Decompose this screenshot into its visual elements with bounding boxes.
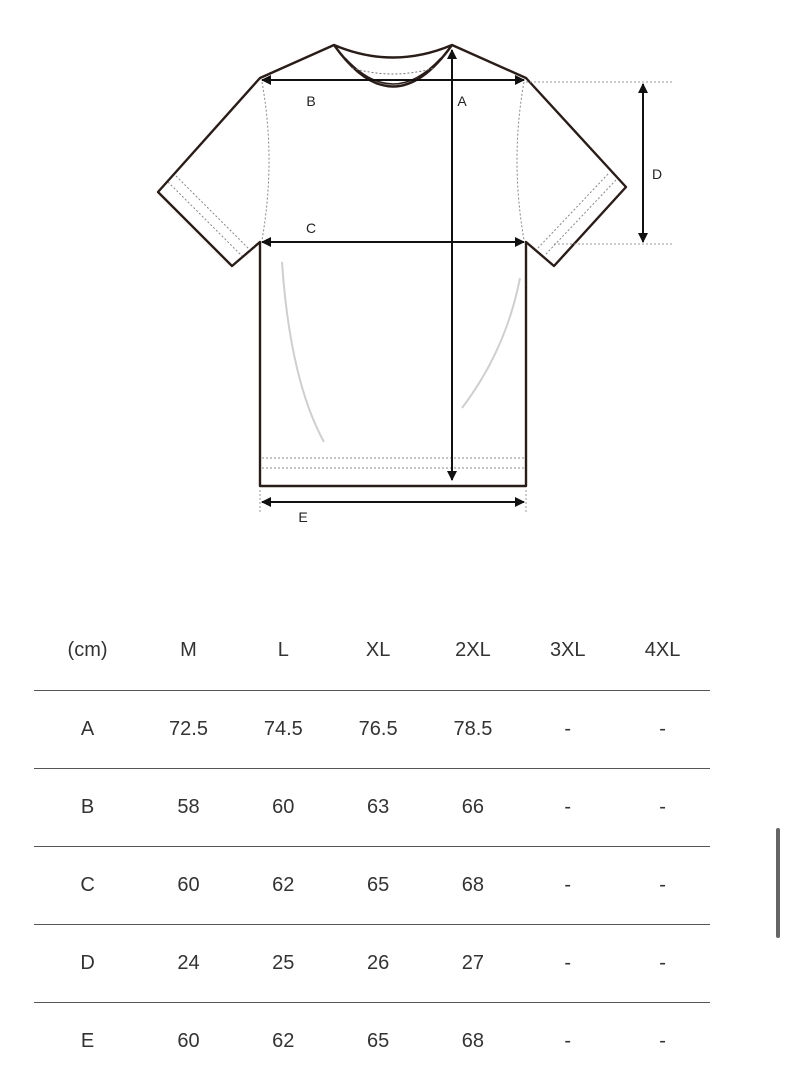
size-header: XL: [331, 612, 426, 690]
table-cell: -: [615, 846, 710, 924]
measure-label-a: A: [457, 93, 467, 109]
table-cell: 74.5: [236, 690, 331, 768]
table-row: [34, 924, 710, 1002]
table-cell: -: [520, 846, 615, 924]
unit-header: (cm): [34, 612, 141, 690]
row-label: D: [34, 924, 141, 1002]
table-cell: 76.5: [331, 690, 426, 768]
size-header: 4XL: [615, 612, 710, 690]
table-cell: 60: [177, 1029, 200, 1052]
table-row: [34, 690, 710, 768]
table-cell: -: [520, 924, 615, 1002]
table-cell: -: [520, 690, 615, 768]
size-chart-table: [34, 612, 710, 1080]
measure-label-b: B: [306, 93, 316, 109]
vertical-scrollbar[interactable]: [776, 828, 780, 938]
table-cell: 58: [141, 768, 236, 846]
table-cell: 68: [426, 846, 521, 924]
measure-label-c: C: [305, 220, 317, 236]
row-label: A: [34, 690, 141, 768]
size-header: 3XL: [520, 612, 615, 690]
measure-label-e: E: [298, 509, 308, 525]
row-label: B: [34, 768, 141, 846]
table-cell: -: [615, 924, 710, 1002]
table-row: [34, 768, 710, 846]
table-row: [34, 846, 710, 924]
table-cell: -: [659, 1029, 666, 1052]
tshirt-outline: [158, 45, 626, 486]
size-header: M: [141, 612, 236, 690]
table-cell: 65: [331, 846, 426, 924]
table-cell: 72.5: [141, 690, 236, 768]
row-label: C: [34, 846, 141, 924]
row-label: E: [80, 1029, 95, 1052]
table-cell: 68: [461, 1029, 485, 1052]
table-cell: -: [564, 1029, 572, 1052]
table-cell: 24: [141, 924, 236, 1002]
size-header: L: [236, 612, 331, 690]
table-cell: 62: [236, 846, 331, 924]
table-cell: 63: [331, 768, 426, 846]
table-cell: 26: [331, 924, 426, 1002]
table-cell: 78.5: [426, 690, 521, 768]
table-cell: 62: [272, 1029, 295, 1052]
table-cell: 27: [426, 924, 521, 1002]
table-cell: 60: [141, 846, 236, 924]
table-cell: -: [520, 768, 615, 846]
table-cell: 60: [236, 768, 331, 846]
table-cell: -: [615, 690, 710, 768]
table-cell: 66: [426, 768, 521, 846]
table-cell: -: [615, 768, 710, 846]
size-header: 2XL: [426, 612, 521, 690]
table-cell: 65: [366, 1029, 390, 1052]
table-header-row: [34, 612, 710, 690]
table-cell: 25: [236, 924, 331, 1002]
table-row: [34, 1002, 710, 1080]
measure-label-d: D: [651, 166, 663, 182]
